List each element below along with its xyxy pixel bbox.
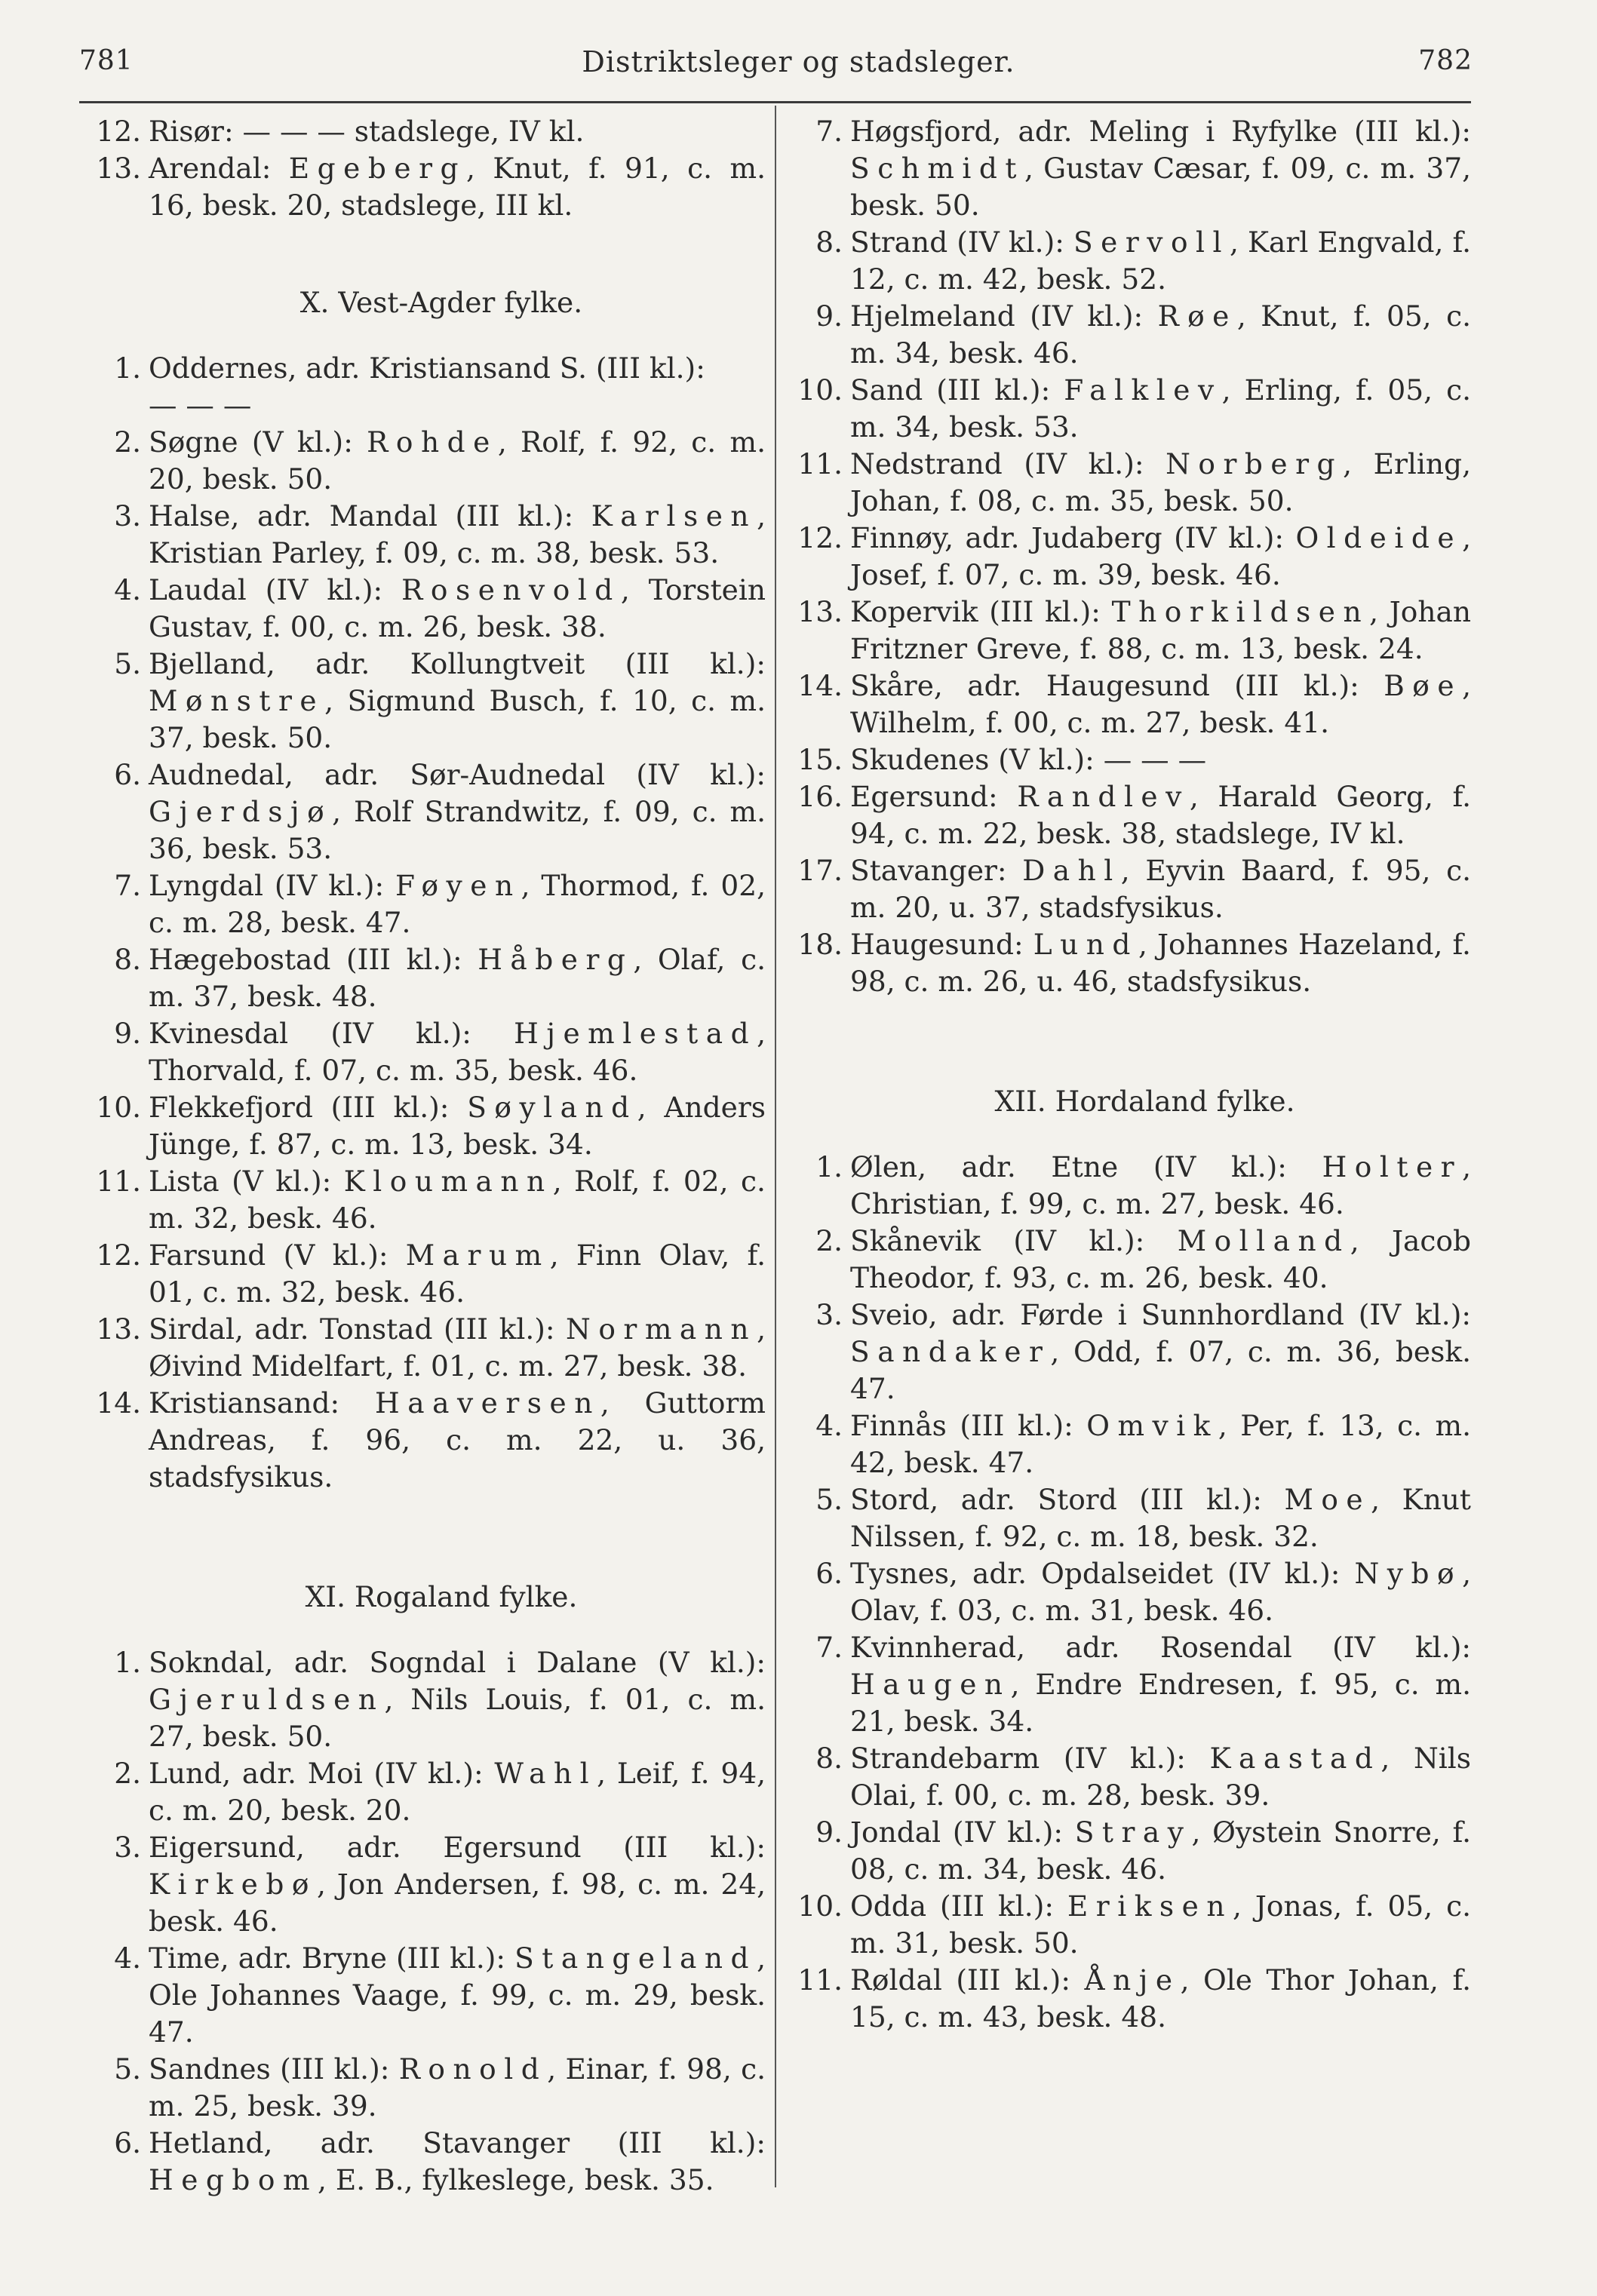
list-entry xyxy=(87,350,766,387)
entry-surname: Gjeruldsen xyxy=(149,1683,385,1716)
entry-surname: Bøe xyxy=(1384,669,1463,702)
entry-details: , Nils Olai, f. 00, c. m. 28, besk. 39. xyxy=(850,1742,1471,1812)
entry-surname: Kirkebø xyxy=(149,1868,317,1901)
entry-details: , Josef, f. 07, c. m. 39, besk. 46. xyxy=(850,521,1471,591)
entry-details: , Erling, f. 05, c. m. 34, besk. 53. xyxy=(850,373,1471,444)
section-x-list xyxy=(87,350,766,1496)
entry-number: 7. xyxy=(815,115,843,148)
section-xi-continued-list xyxy=(788,113,1471,1000)
entry-district: Finnøy, adr. Judaberg (IV kl.): xyxy=(850,521,1296,554)
entry-details: , Johan Fritzner Greve, f. 88, c. m. 13, besk. 24. xyxy=(850,595,1471,665)
entry-number: 5. xyxy=(114,647,141,680)
entry-number: 8. xyxy=(815,1742,843,1775)
entry-details: , Nils Louis, f. 01, c. m. 27, besk. 50. xyxy=(149,1683,766,1753)
entry-district: Stavanger: xyxy=(850,854,1023,887)
entry-surname: Mønstre xyxy=(149,684,325,717)
section-heading-xii: XII. Hordaland fylke. xyxy=(994,1085,1295,1118)
entry-surname: Servoll xyxy=(1073,226,1230,259)
entry-text xyxy=(850,741,1471,778)
entry-number: 14. xyxy=(96,1386,141,1420)
list-entry xyxy=(788,1740,1471,1814)
entry-district: Risør: — — — stadslege, IV kl. xyxy=(149,115,585,148)
entry-details: , Odd, f. 07, c. m. 36, besk. 47. xyxy=(850,1335,1471,1405)
entry-surname: Sandaker xyxy=(850,1335,1051,1368)
entry-details: , Jon Andersen, f. 98, c. m. 24, besk. 46. xyxy=(149,1868,766,1938)
entry-details: , Gustav Cæsar, f. 09, c. m. 37, besk. 50. xyxy=(850,152,1471,222)
entry-surname: Lund xyxy=(1033,928,1138,961)
list-entry xyxy=(788,520,1471,594)
list-entry xyxy=(788,1555,1471,1629)
right-column xyxy=(788,113,1471,2036)
entry-number: 13. xyxy=(797,595,843,628)
entry-surname: Eriksen xyxy=(1067,1889,1233,1923)
entry-number: 12. xyxy=(96,1239,141,1272)
entry-district: Egersund: xyxy=(850,780,1018,813)
entry-details: , Rolf Strandwitz, f. 09, c. m. 36, besk. 53. xyxy=(149,795,766,865)
list-entry xyxy=(87,941,766,1015)
entry-district: Kristiansand: xyxy=(149,1386,376,1420)
entry-surname: Dahl xyxy=(1022,854,1121,887)
entry-text xyxy=(149,498,766,572)
entry-surname: Håberg xyxy=(478,943,634,976)
entry-district: Lund, adr. Moi (IV kl.): xyxy=(149,1757,495,1790)
section-xii-list xyxy=(788,1149,1471,2036)
entry-surname: Søyland xyxy=(467,1091,637,1124)
entry-surname: Falklev xyxy=(1064,373,1222,407)
list-entry xyxy=(87,1237,766,1311)
entry-district: Flekkefjord (III kl.): xyxy=(149,1091,468,1124)
list-entry xyxy=(87,757,766,867)
page-header xyxy=(0,0,1597,113)
entry-number: 10. xyxy=(96,1091,141,1124)
running-title: Distriktsleger og stadsleger. xyxy=(582,45,1015,78)
entry-number: 5. xyxy=(114,2052,141,2086)
header-rule xyxy=(79,101,1471,103)
entry-text xyxy=(850,224,1471,298)
list-entry xyxy=(788,1629,1471,1740)
section-xi-list xyxy=(87,1644,766,2199)
entry-details: , Christian, f. 99, c. m. 27, besk. 46. xyxy=(850,1150,1471,1220)
entry-surname: Oldeide xyxy=(1295,521,1463,554)
entry-number: 17. xyxy=(797,854,843,887)
list-entry xyxy=(87,1015,766,1089)
entry-text xyxy=(149,941,766,1015)
list-entry xyxy=(87,1940,766,2051)
entry-district: Hetland, adr. Stavanger (III kl.): xyxy=(149,2126,766,2159)
entry-text xyxy=(149,150,766,224)
list-entry xyxy=(788,1481,1471,1555)
entry-text xyxy=(149,1644,766,1755)
list-entry xyxy=(87,867,766,941)
entry-number: 4. xyxy=(815,1409,843,1442)
entry-details: , Erling, Johan, f. 08, c. m. 35, besk. 50. xyxy=(850,447,1471,517)
list-entry xyxy=(788,1149,1471,1223)
entry-district: Lyngdal (IV kl.): xyxy=(149,869,396,902)
entry-text xyxy=(149,1385,766,1496)
entry-surname: Kaastad xyxy=(1209,1742,1381,1775)
left-column xyxy=(87,113,766,2199)
entry-number: 14. xyxy=(797,669,843,702)
entry-number: 11. xyxy=(797,447,843,480)
entry-text xyxy=(850,1149,1471,1223)
entry-text xyxy=(149,1311,766,1385)
entry-text xyxy=(149,1940,766,2051)
entry-number: 11. xyxy=(96,1165,141,1198)
entry-text xyxy=(149,646,766,757)
section-heading-xi: XI. Rogaland fylke. xyxy=(305,1580,578,1613)
entry-text xyxy=(149,1755,766,1829)
entry-details: , Rolf, f. 92, c. m. 20, besk. 50. xyxy=(149,425,766,496)
entry-details: , Guttorm Andreas, f. 96, c. m. 22, u. 36, stadsfysikus. xyxy=(149,1386,766,1493)
list-entry xyxy=(788,1962,1471,2036)
list-entry xyxy=(788,1407,1471,1481)
entry-number: 10. xyxy=(797,373,843,407)
list-entry xyxy=(87,572,766,646)
entry-text xyxy=(850,446,1471,520)
entry-surname: Kloumann xyxy=(343,1165,553,1198)
entry-text xyxy=(850,1481,1471,1555)
entry-text xyxy=(850,298,1471,372)
entry-text xyxy=(850,113,1471,224)
entry-details: , Kristian Parley, f. 09, c. m. 38, besk. 53. xyxy=(149,499,766,569)
entry-details: , Thormod, f. 02, c. m. 28, besk. 47. xyxy=(149,869,766,939)
entry-number: 4. xyxy=(114,573,141,606)
entry-number: 3. xyxy=(815,1298,843,1331)
entry-details: , Torstein Gustav, f. 00, c. m. 26, besk. 38. xyxy=(149,573,766,643)
entry-surname: Wahl xyxy=(494,1757,597,1790)
entry-surname: Ronold xyxy=(398,2052,548,2086)
entry-district: Hjelmeland (IV kl.): xyxy=(850,299,1158,333)
entry-number: 9. xyxy=(815,1816,843,1849)
entry-district: Skånevik (IV kl.): xyxy=(850,1224,1178,1257)
entry-number: 3. xyxy=(114,499,141,533)
entry-number: 1. xyxy=(114,1646,141,1679)
entry-number: 9. xyxy=(815,299,843,333)
entry-district: Arendal: xyxy=(149,152,289,185)
entry-surname: Holter xyxy=(1322,1150,1463,1183)
entry-details: , Jacob Theodor, f. 93, c. m. 26, besk. 40. xyxy=(850,1224,1471,1294)
entry-district: Nedstrand (IV kl.): xyxy=(850,447,1166,480)
list-entry xyxy=(87,1089,766,1163)
entry-surname: Norberg xyxy=(1166,447,1344,480)
entry-surname: Føyen xyxy=(395,869,521,902)
entry-number: 7. xyxy=(114,869,141,902)
entry-district: Oddernes, adr. Kristiansand S. (III kl.): xyxy=(149,351,705,385)
list-entry xyxy=(87,498,766,572)
entry-number: 6. xyxy=(114,2126,141,2159)
entry-district: Lista (V kl.): xyxy=(149,1165,344,1198)
list-entry xyxy=(788,668,1471,741)
entry-district: Kvinnherad, adr. Rosendal (IV kl.): xyxy=(850,1631,1471,1664)
entry-surname: Thorkildsen xyxy=(1111,595,1370,628)
entry-details: , Ole Thor Johan, f. 15, c. m. 43, besk. 48. xyxy=(850,1963,1471,2034)
list-entry xyxy=(788,113,1471,224)
entry-number: 12. xyxy=(96,115,141,148)
entry-district: Hægebostad (III kl.): xyxy=(149,943,478,976)
entry-district: Eigersund, adr. Egersund (III kl.): xyxy=(149,1831,766,1864)
entry-district: Halse, adr. Mandal (III kl.): xyxy=(149,499,591,533)
entry-details: , Finn Olav, f. 01, c. m. 32, besk. 46. xyxy=(149,1239,766,1309)
entry-text xyxy=(850,1888,1471,1962)
entry-surname: Marum xyxy=(405,1239,550,1272)
entry-district: Strandebarm (IV kl.): xyxy=(850,1742,1210,1775)
entry-details: , Endre Endresen, f. 95, c. m. 21, besk. 34. xyxy=(850,1668,1471,1738)
entry-text xyxy=(149,113,766,150)
entry-surname: Haaversen xyxy=(375,1386,600,1420)
list-entry xyxy=(788,446,1471,520)
entry-surname: Moe xyxy=(1284,1483,1371,1516)
list-entry xyxy=(788,594,1471,668)
entry-text xyxy=(850,372,1471,446)
entry-district: Bjelland, adr. Kollungtveit (III kl.): xyxy=(149,647,766,680)
entry-details: , Rolf, f. 02, c. m. 32, besk. 46. xyxy=(149,1165,766,1235)
entry-district: Røldal (III kl.): xyxy=(850,1963,1085,1997)
list-entry xyxy=(788,778,1471,852)
list-entry xyxy=(87,1311,766,1385)
entry-surname: Rosenvold xyxy=(401,573,621,606)
aust-agder-continuation xyxy=(87,113,766,224)
list-entry xyxy=(788,372,1471,446)
entry-surname: Karlsen xyxy=(591,499,757,533)
entry-text xyxy=(850,1407,1471,1481)
vacant-dashes: — — — xyxy=(149,388,252,422)
entry-text xyxy=(149,867,766,941)
entry-number: 10. xyxy=(797,1889,843,1923)
list-entry xyxy=(87,1644,766,1755)
list-entry xyxy=(788,1297,1471,1407)
entry-details: , Leif, f. 94, c. m. 20, besk. 20. xyxy=(149,1757,766,1827)
entry-surname: Nybø xyxy=(1354,1557,1463,1590)
list-entry xyxy=(87,1829,766,1940)
entry-district: Skudenes (V kl.): — — — xyxy=(850,743,1207,776)
entry-district: Sirdal, adr. Tonstad (III kl.): xyxy=(149,1312,567,1346)
entry-details: , Øivind Midelfart, f. 01, c. m. 27, besk. 38. xyxy=(149,1312,766,1383)
entry-number: 15. xyxy=(797,743,843,776)
entry-text xyxy=(850,668,1471,741)
entry-text xyxy=(149,1089,766,1163)
entry-number: 6. xyxy=(114,758,141,791)
entry-text xyxy=(850,1297,1471,1407)
entry-surname: Røe xyxy=(1157,299,1237,333)
section-heading-x: X. Vest-Agder fylke. xyxy=(299,286,583,319)
entry-number: 1. xyxy=(815,1150,843,1183)
entry-surname: Gjerdsjø xyxy=(149,795,333,828)
entry-district: Sokndal, adr. Sogndal i Dalane (V kl.): xyxy=(149,1646,766,1679)
entry-district: Kvinesdal (IV kl.): xyxy=(149,1017,514,1050)
entry-details: , Olaf, c. m. 37, besk. 48. xyxy=(149,943,766,1013)
list-entry xyxy=(788,298,1471,372)
entry-text xyxy=(149,1163,766,1237)
entry-district: Tysnes, adr. Opdalseidet (IV kl.): xyxy=(850,1557,1355,1590)
entry-district: Ølen, adr. Etne (IV kl.): xyxy=(850,1150,1322,1183)
entry-district: Odda (III kl.): xyxy=(850,1889,1067,1923)
entry-district: Sveio, adr. Førde i Sunnhordland (IV kl.): xyxy=(850,1298,1471,1331)
list-entry xyxy=(87,113,766,150)
entry-district: Laudal (IV kl.): xyxy=(149,573,402,606)
entry-details: , E. B., fylkeslege, besk. 35. xyxy=(318,2163,714,2196)
entry-district: Jondal (IV kl.): xyxy=(850,1816,1075,1849)
entry-details: , Per, f. 13, c. m. 42, besk. 47. xyxy=(850,1409,1471,1479)
entry-number: 8. xyxy=(114,943,141,976)
entry-text xyxy=(149,1237,766,1311)
entry-number: 5. xyxy=(815,1483,843,1516)
entry-details: , Olav, f. 03, c. m. 31, besk. 46. xyxy=(850,1557,1471,1627)
list-entry xyxy=(87,1163,766,1237)
entry-number: 16. xyxy=(797,780,843,813)
entry-district: Audnedal, adr. Sør-Audnedal (IV kl.): xyxy=(149,758,766,791)
entry-number: 11. xyxy=(797,1963,843,1997)
entry-details: , Knut, f. 05, c. m. 34, besk. 46. xyxy=(850,299,1471,370)
list-entry xyxy=(788,926,1471,1000)
list-entry xyxy=(788,741,1471,778)
list-entry xyxy=(788,1223,1471,1297)
list-entry xyxy=(788,1814,1471,1888)
entry-district: Høgsfjord, adr. Meling i Ryfylke (III kl.): xyxy=(850,115,1471,148)
list-entry xyxy=(788,852,1471,926)
entry-details: , Ole Johannes Vaage, f. 99, c. m. 29, besk. 47. xyxy=(149,1941,766,2049)
entry-district: Haugesund: xyxy=(850,928,1033,961)
column-divider xyxy=(775,106,776,2187)
entry-number: 8. xyxy=(815,226,843,259)
list-entry xyxy=(87,1755,766,1829)
entry-district: Sand (III kl.): xyxy=(850,373,1064,407)
entry-number: 1. xyxy=(114,351,141,385)
entry-text xyxy=(850,926,1471,1000)
entry-surname: Randlev xyxy=(1017,780,1190,813)
entry-text xyxy=(149,2125,766,2199)
entry-district: Finnås (III kl.): xyxy=(850,1409,1087,1442)
entry-text xyxy=(850,852,1471,926)
list-entry xyxy=(788,224,1471,298)
entry-district: Kopervik (III kl.): xyxy=(850,595,1112,628)
entry-details: , Thorvald, f. 07, c. m. 35, besk. 46. xyxy=(149,1017,766,1087)
list-entry xyxy=(87,1385,766,1496)
entry-number: 18. xyxy=(797,928,843,961)
entry-district: Sandnes (III kl.): xyxy=(149,2052,399,2086)
entry-text xyxy=(850,778,1471,852)
list-entry xyxy=(788,1888,1471,1962)
entry-number: 2. xyxy=(815,1224,843,1257)
entry-details: , Eyvin Baard, f. 95, c. m. 20, u. 37, stadsfysikus. xyxy=(850,854,1471,924)
entry-text xyxy=(850,1555,1471,1629)
entry-number: 12. xyxy=(797,521,843,554)
page-number-right: 782 xyxy=(1418,45,1473,76)
entry-district: Stord, adr. Stord (III kl.): xyxy=(850,1483,1285,1516)
entry-number: 2. xyxy=(114,1757,141,1790)
entry-text xyxy=(850,1629,1471,1740)
entry-surname: Egeberg xyxy=(288,152,466,185)
entry-number: 2. xyxy=(114,425,141,459)
entry-surname: Normann xyxy=(566,1312,757,1346)
entry-number: 13. xyxy=(96,152,141,185)
entry-text xyxy=(149,2051,766,2125)
entry-surname: Hegbom xyxy=(149,2163,318,2196)
entry-district: Skåre, adr. Haugesund (III kl.): xyxy=(850,669,1384,702)
entry-text xyxy=(149,1829,766,1940)
entry-surname: Stray xyxy=(1074,1816,1192,1849)
entry-number: 13. xyxy=(96,1312,141,1346)
entry-details: , Øystein Snorre, f. 08, c. m. 34, besk. 46. xyxy=(850,1816,1471,1886)
entry-text xyxy=(149,757,766,867)
entry-district: Time, adr. Bryne (III kl.): xyxy=(149,1941,515,1975)
entry-text xyxy=(149,1015,766,1089)
entry-details: , Karl Engvald, f. 12, c. m. 42, besk. 52. xyxy=(850,226,1471,296)
entry-details: , Einar, f. 98, c. m. 25, besk. 39. xyxy=(149,2052,766,2123)
entry-number: 7. xyxy=(815,1631,843,1664)
entry-surname: Omvik xyxy=(1086,1409,1218,1442)
page-number-left: 781 xyxy=(79,45,134,76)
entry-details: , Harald Georg, f. 94, c. m. 22, besk. 38, stadslege, IV kl. xyxy=(850,780,1472,850)
entry-details: , Johannes Hazeland, f. 98, c. m. 26, u. 46, stadsfysikus. xyxy=(850,928,1471,998)
entry-surname: Rohde xyxy=(367,425,498,459)
entry-text xyxy=(149,572,766,646)
entry-surname: Hjemlestad xyxy=(514,1017,757,1050)
entry-details: , Jonas, f. 05, c. m. 31, besk. 50. xyxy=(850,1889,1471,1960)
entry-number: 4. xyxy=(114,1941,141,1975)
list-entry xyxy=(87,424,766,498)
entry-text xyxy=(850,1814,1471,1888)
entry-surname: Ånje xyxy=(1084,1963,1181,1997)
entry-text xyxy=(149,424,766,498)
entry-details: , Sigmund Busch, f. 10, c. m. 37, besk. 50. xyxy=(149,684,766,754)
list-entry xyxy=(87,2051,766,2125)
entry-details: , Wilhelm, f. 00, c. m. 27, besk. 41. xyxy=(850,669,1471,739)
list-entry xyxy=(87,646,766,757)
entry-text xyxy=(850,1962,1471,2036)
list-entry xyxy=(87,150,766,224)
entry-surname: Schmidt xyxy=(850,152,1024,185)
entry-text xyxy=(850,594,1471,668)
entry-district: Farsund (V kl.): xyxy=(149,1239,406,1272)
entry-details: , Knut, f. 91, c. m. 16, besk. 20, stadslege, III kl. xyxy=(149,152,766,222)
entry-surname: Molland xyxy=(1177,1224,1350,1257)
entry-surname: Haugen xyxy=(850,1668,1011,1701)
entry-number: 3. xyxy=(114,1831,141,1864)
entry-number: 6. xyxy=(815,1557,843,1590)
entry-text xyxy=(149,350,766,387)
entry-district: Strand (IV kl.): xyxy=(850,226,1073,259)
list-entry xyxy=(87,2125,766,2199)
entry-details: , Anders Jünge, f. 87, c. m. 13, besk. 34. xyxy=(149,1091,766,1161)
entry-surname: Stangeland xyxy=(514,1941,757,1975)
entry-text xyxy=(850,1223,1471,1297)
entry-details: , Knut Nilssen, f. 92, c. m. 18, besk. 32. xyxy=(850,1483,1471,1553)
entry-district: Søgne (V kl.): xyxy=(149,425,367,459)
entry-text xyxy=(850,520,1471,594)
entry-text xyxy=(850,1740,1471,1814)
entry-number: 9. xyxy=(114,1017,141,1050)
